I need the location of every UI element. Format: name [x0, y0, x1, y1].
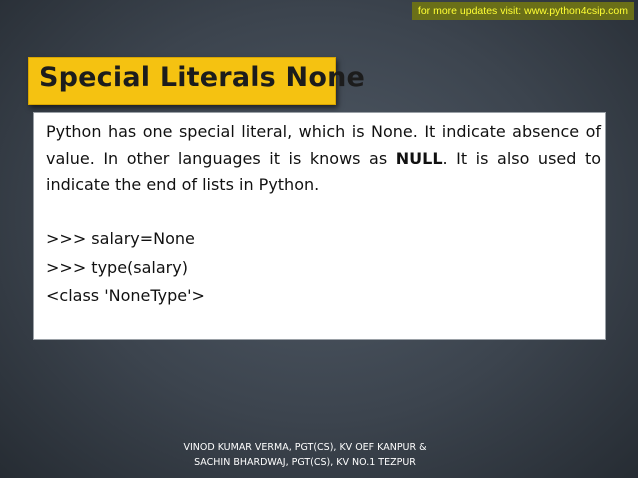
- code-line: <class 'NoneType'>: [46, 286, 205, 305]
- description-paragraph: [46, 119, 601, 199]
- paragraph-text-1: Python has one special literal, which is None. It indicate absence of value. In other languages it is knows as: [46, 122, 601, 168]
- code-line: >>> salary=None: [46, 229, 195, 248]
- author-footer: [175, 440, 435, 470]
- code-example: [46, 225, 205, 311]
- content-box: [33, 112, 606, 340]
- paragraph-text-2: . It is also used to indicate the end of lists in Python.: [46, 148, 602, 194]
- footer-line-1: VINOD KUMAR VERMA, PGT(CS), KV OEF KANPUR &: [183, 442, 427, 453]
- slide-title-box: [28, 57, 366, 105]
- update-banner: [412, 2, 634, 20]
- update-banner-text: for more updates visit: www.python4csip.com: [417, 5, 628, 17]
- slide-title: Special Literals None: [39, 62, 366, 93]
- footer-line-2: SACHIN BHARDWAJ, PGT(CS), KV NO.1 TEZPUR: [194, 457, 416, 468]
- null-keyword: NULL: [395, 148, 443, 168]
- code-line: >>> type(salary): [46, 257, 188, 277]
